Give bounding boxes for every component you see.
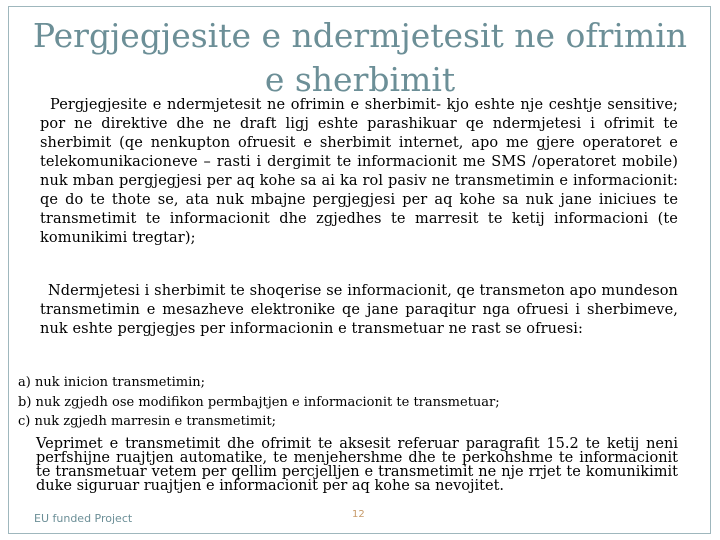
slide-title-line-1: Pergjegjesite e ndermjetesit ne ofrimin xyxy=(32,16,688,55)
slide-title-line-2: e sherbimit xyxy=(264,60,456,99)
list-item: c) nuk zgjedh marresin e transmetimit; xyxy=(18,414,277,429)
paragraph-2: Ndermjetesi i sherbimit te shoqerise se informacionit, qe transmeton apo mundeson transmetimin e mesazheve elektronike qe jane paraqitur nga ofruesi i sherbimeve, nuk eshte pergjegjes per informacionin e transmetuar ne rast se ofruesi: xyxy=(40,283,678,337)
paragraph-3: Veprimet e transmetimit dhe ofrimit te aksesit referuar paragrafit 15.2 te ketij neni perfshijne ruajtjen automatike, te menjehershme dhe te perkohshme te informacionit te transmetuar vetem per qellim percjelljen e transmetimit ne nje rrjet te komunikimit duke siguruar ruajtjen e informacionit per aq kohe sa nevojitet. xyxy=(36,436,678,494)
page-number: 12 xyxy=(352,509,365,520)
paragraph-1: Pergjegjesite e ndermjetesit ne ofrimin e sherbimit- kjo eshte nje ceshtje sensitive; por ne direktive dhe ne draft ligj eshte parashikuar qe ndermjetesi i ofrimit te sherbimit (qe nenkupton ofruesit e sherbimit internet, apo me gjere operatoret e telekomunikacioneve – rasti i dergimit te informacionit me SMS /operatoret mobile) nuk mban pergjegjesi per aq kohe sa ai ka rol pasiv ne transmetimin e informacionit: qe do te thote se, ata nuk mbajne pergjegjesi per aq kohe sa nuk jane iniciues te transmetimit te informacionit dhe zgjedhes te marresit te ketij informacioni (te komunikimi tregtar); xyxy=(40,97,678,246)
slide-title xyxy=(20,14,700,102)
footer-label: EU funded Project xyxy=(34,512,133,525)
conditions-list xyxy=(18,373,618,432)
list-item: b) nuk zgjedh ose modifikon permbajtjen e informacionit te transmetuar; xyxy=(18,394,500,410)
list-item: a) nuk inicion transmetimin; xyxy=(18,375,206,390)
